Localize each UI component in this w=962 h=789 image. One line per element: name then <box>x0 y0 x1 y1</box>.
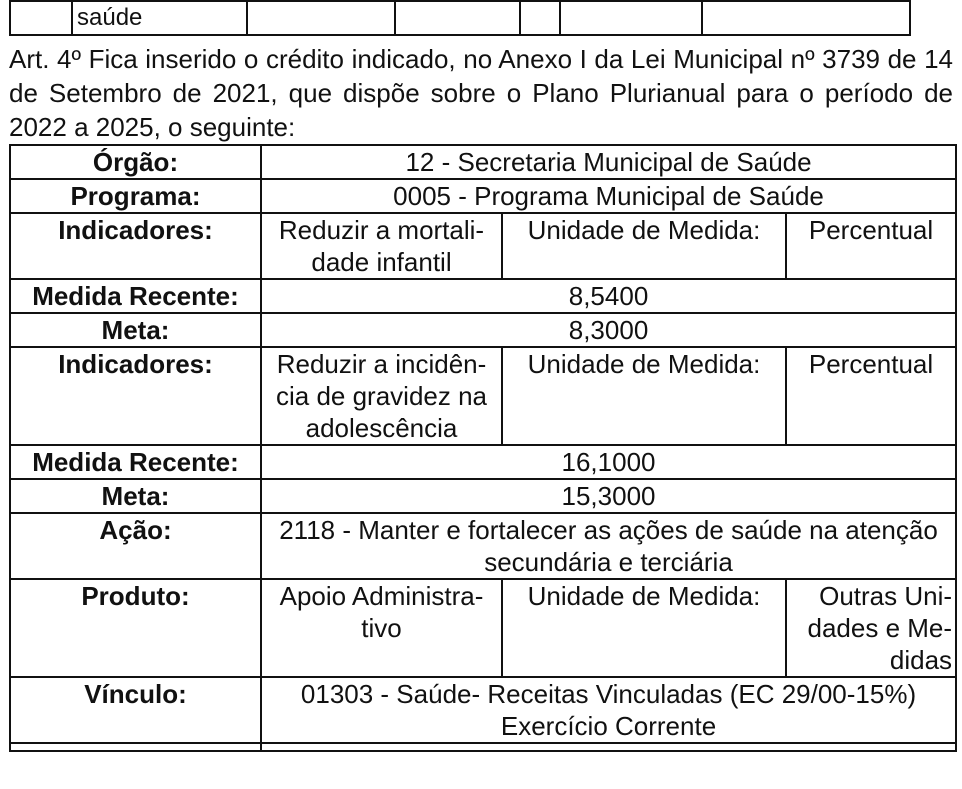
row-programa <box>10 179 956 213</box>
row-meta-1 <box>10 313 956 347</box>
table-cell <box>10 1 72 35</box>
indicador-description: Reduzir a incidên-cia de gravidez na adolescência <box>261 347 502 445</box>
programa-value: 0005 - Programa Municipal de Saúde <box>261 179 956 213</box>
programa-label: Programa: <box>10 179 261 213</box>
indicador-description: Reduzir a mortali-dade infantil <box>261 213 502 279</box>
previous-table-fragment <box>9 0 911 36</box>
vinculo-value: 01303 - Saúde- Receitas Vinculadas (EC 29/00-15%) Exercício Corrente <box>261 677 956 743</box>
row-indicador-2 <box>10 347 956 445</box>
orgao-label: Órgão: <box>10 145 261 179</box>
medida-recente-value: 8,5400 <box>261 279 956 313</box>
row-medida-recente-2 <box>10 445 956 479</box>
row-produto <box>10 579 956 677</box>
table-cell: saúde <box>72 1 247 35</box>
row-medida-recente-1 <box>10 279 956 313</box>
unit-label: Unidade de Medida: <box>502 213 786 279</box>
meta-label: Meta: <box>10 313 261 347</box>
meta-value: 15,3000 <box>261 479 956 513</box>
acao-value: 2118 - Manter e fortalecer as ações de saúde na atenção secundária e terciária <box>261 513 956 579</box>
table-cell <box>702 1 910 35</box>
unit-label: Unidade de Medida: <box>502 579 786 677</box>
table-row <box>10 1 910 35</box>
unit-value: Percentual <box>786 213 956 279</box>
vinculo-label: Vínculo: <box>10 677 261 743</box>
ppa-table <box>9 144 957 752</box>
table-cell <box>520 1 560 35</box>
meta-label: Meta: <box>10 479 261 513</box>
unit-value: Percentual <box>786 347 956 445</box>
row-vinculo <box>10 677 956 743</box>
medida-recente-label: Medida Recente: <box>10 279 261 313</box>
acao-label: Ação: <box>10 513 261 579</box>
produto-description: Apoio Administra-tivo <box>261 579 502 677</box>
row-meta-2 <box>10 479 956 513</box>
article-paragraph: Art. 4º Fica inserido o crédito indicado, no Anexo I da Lei Municipal nº 3739 de 14 de Setembro de 2021, que dispõe sobre o Plano Plurianual para o período de 2022 a 2025, o seguinte: <box>9 44 953 142</box>
table-cell <box>247 1 395 35</box>
medida-recente-value: 16,1000 <box>261 445 956 479</box>
orgao-value: 12 - Secretaria Municipal de Saúde <box>261 145 956 179</box>
table-cell <box>10 743 261 751</box>
meta-value: 8,3000 <box>261 313 956 347</box>
table-cell <box>261 743 956 751</box>
table-row-cut <box>10 743 956 751</box>
table-cell <box>560 1 702 35</box>
indicador-label: Indicadores: <box>10 213 261 279</box>
row-acao <box>10 513 956 579</box>
unit-value: Outras Uni-dades e Me-didas <box>786 579 956 677</box>
produto-label: Produto: <box>10 579 261 677</box>
row-orgao <box>10 145 956 179</box>
unit-label: Unidade de Medida: <box>502 347 786 445</box>
indicador-label: Indicadores: <box>10 347 261 445</box>
table-cell <box>395 1 520 35</box>
medida-recente-label: Medida Recente: <box>10 445 261 479</box>
row-indicador-1 <box>10 213 956 279</box>
